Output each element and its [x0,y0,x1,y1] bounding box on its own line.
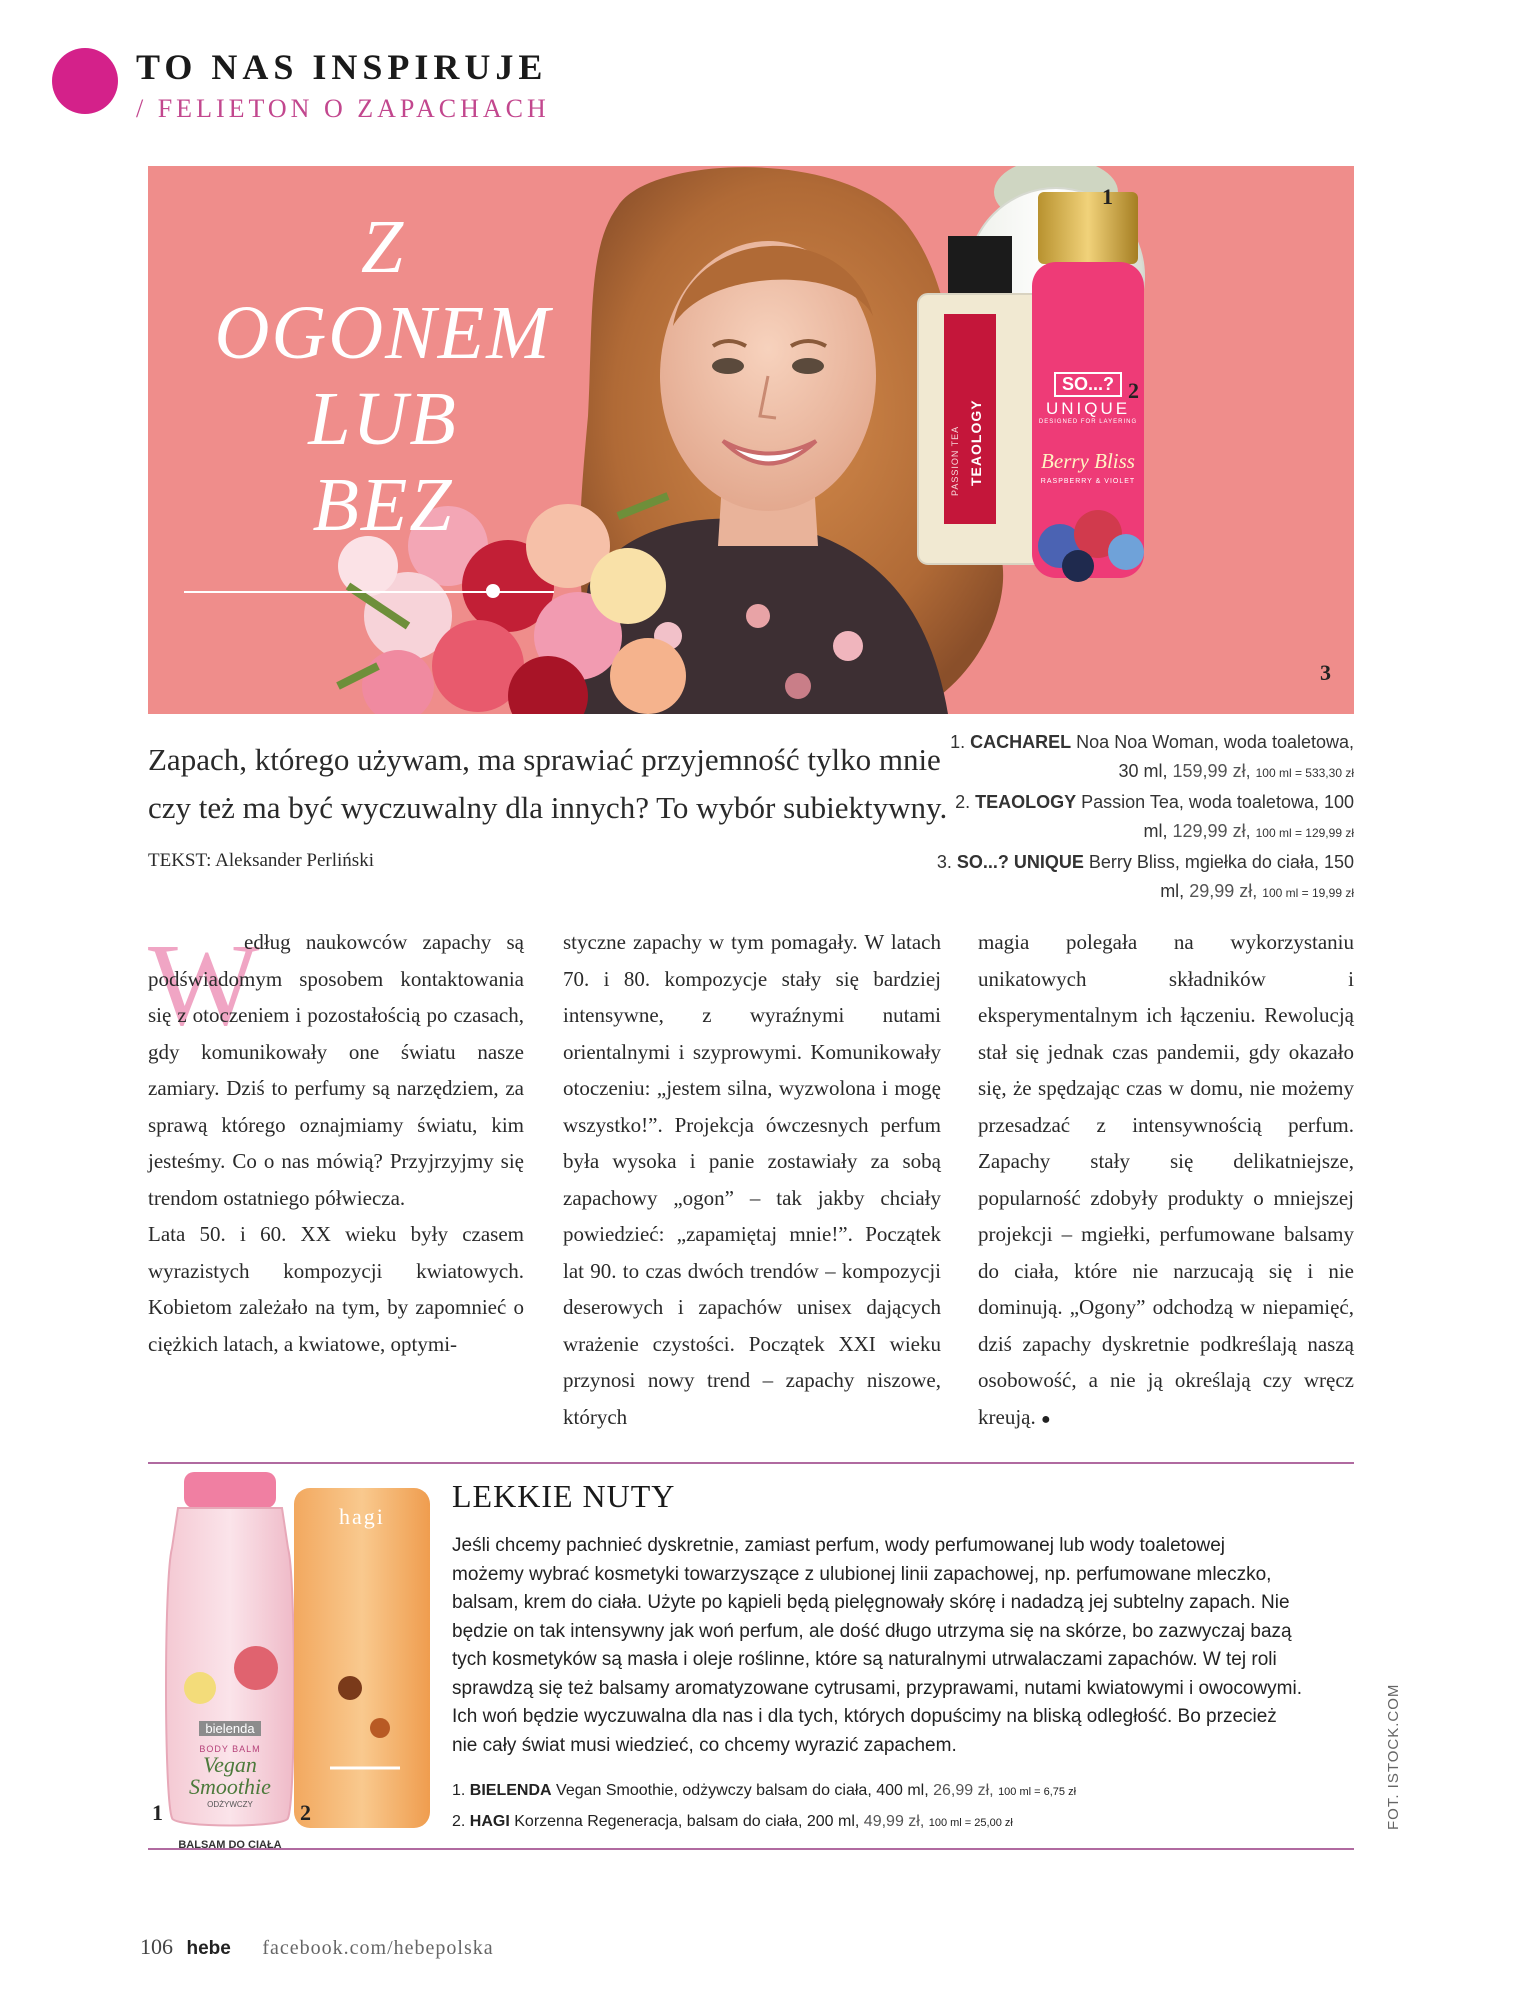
product-item [930,788,1354,848]
hero-title-line-2: OGONEM [214,291,552,375]
page-footer [140,1934,494,1960]
so-brand-text: SO...? [1054,372,1122,397]
hero-title-line-1: Z [360,205,406,289]
product-desc: Passion Tea, woda toaletowa, 100 ml, [1081,792,1354,841]
article-column-3 [978,924,1354,1438]
bielenda-type-text: BALSAM DO CIAŁA [178,1839,282,1851]
bielenda-name-text: Vegan Smoothie [189,1752,271,1799]
teaology-sub-text: PASSION TEA [950,425,960,496]
product-price: 29,99 zł, [1189,881,1258,901]
bielenda-brand-text: bielenda [199,1721,260,1736]
byline: TEKST: Aleksander Perliński [148,850,374,871]
so-tagline-text: DESIGNED FOR LAYERING [1038,419,1138,425]
product-number: 1. [950,732,966,752]
so-flavor-text: RASPBERRY & VIOLET [1040,478,1136,485]
product-item [930,728,1354,788]
article-dropcap: W [148,919,260,1050]
product-unit-price: 100 ml = 25,00 zł [928,1817,1013,1829]
lead-paragraph [148,736,958,885]
bielenda-line-text: BODY BALM [199,1744,261,1754]
product-brand: SO...? UNIQUE [956,852,1084,872]
product-number: 1. [452,1782,466,1799]
product-brand: HAGI [469,1813,510,1830]
bielenda-label [160,1720,300,1851]
article-paragraph [978,924,1354,1438]
product-desc: Noa Noa Woman, woda toaletowa, 30 ml, [1076,732,1354,781]
section-subtitle: / FELIETON O ZAPACHACH [136,94,550,123]
product-price: 159,99 zł, [1172,761,1251,781]
article-paragraph-text: magia polegała na wykorzystaniu unikatowych składników i eksperymentalnym ich łączeniu. Rewolucją stał się jednak czas pandemii, gdy okazało się, że spędzając czas w domu, nie możemy przesadzać z intensywnością perfum. Zapachy stały się delikatniejsze, popularność zdobyły produkty o mniejszej projekcji – mgiełki, perfumowane balsamy do ciała, które nie narzucają się i nie dominują. „Ogony” odchodzą w niepamięć, dziś zapachy dyskretnie podkreślają naszą osobowość, a nie ją określają czy wręcz kreują. [978,930,1354,1429]
article-column-2 [563,924,941,1435]
sidebar-product-item [452,1776,1076,1807]
hero-product-number-2: 2 [1128,378,1139,403]
product-desc: Korzenna Regeneracja, balsam do ciała, 200 ml, [514,1813,860,1830]
hero-product-number-1: 1 [1102,184,1113,209]
bielenda-sub-text: ODŻYWCZY [207,1800,253,1809]
hero-title-line-3: LUB [308,377,458,461]
balm-product-number-1: 1 [152,1800,163,1825]
product-price: 49,99 zł, [863,1813,925,1830]
product-item [930,848,1354,908]
footer-brand-logo: hebe [186,1938,231,1959]
article-column-1 [148,919,524,1362]
article-paragraph: Lata 50. i 60. XX wieku były czasem wyrazistych kompozycji kwiatowych. Kobietom zależało na tym, by zapomnieć o ciężkich latach, a kwiatowe, optymi- [148,1222,524,1356]
hero-title [148,204,618,548]
page-number: 106 [140,1934,173,1959]
product-number: 3. [936,852,952,872]
article-paragraph: styczne zapachy w tym pomagały. W latach 70. i 80. kompozycje stały się bardziej intensywne, z wyraźnymi nutami orientalnymi i szyprowymi. Komunikowały otoczeniu: „jestem silna, wyzwolona i mogę wszystko!”. Projekcja ówczesnych perfum była wysoka i panie zostawiały za sobą zapachowy „ogon” – tak jakby chciały powiedzieć: „zapamiętaj mnie!”. Początek lat 90. to czas dwóch trendów – kompozycji deserowych i zapachów unisex dających wrażenie czystości. Początek XXI wieku przynosi nowy trend – zapachy niszowe, których [563,930,941,1429]
lead-text: Zapach, którego używam, ma sprawiać przyjemność tylko mnie czy też ma być wyczuwalny dla innych? To wybór subiektywny. [148,742,948,825]
product-unit-price: 100 ml = 6,75 zł [998,1786,1077,1798]
product-unit-price: 100 ml = 129,99 zł [1255,826,1354,840]
sidebar-product-list [452,1776,1076,1838]
product-price: 26,99 zł, [933,1782,994,1799]
product-brand: CACHAREL [970,732,1072,752]
product-desc: Berry Bliss, mgiełka do ciała, 150 ml, [1088,852,1354,901]
section-rule-top [148,1462,1354,1464]
product-unit-price: 100 ml = 19,99 zł [1262,886,1354,900]
product-number: 2. [955,792,971,812]
photo-credit: FOT. ISTOCK.COM [1385,1683,1402,1830]
product-unit-price: 100 ml = 533,30 zł [1255,766,1354,780]
teaology-label [944,336,996,516]
hero-title-line-4: BEZ [312,463,454,547]
product-list [930,728,1354,908]
so-name-text: Berry Bliss [1041,449,1135,473]
hero-divider-knob-icon [486,584,500,598]
section-rule-bottom [148,1848,1354,1850]
product-number: 2. [452,1813,466,1830]
so-line-text: UNIQUE [1045,399,1131,418]
section-dot-icon [52,48,118,114]
balm-product-number-2: 2 [300,1800,311,1825]
product-desc: Vegan Smoothie, odżywczy balsam do ciała, 400 ml, [556,1782,929,1799]
article-paragraph: edług naukowców zapachy są podświadomym sposobem kontaktowania się z otoczeniem i pozostałością po czasach, gdy komunikowały one światu nasze zamiary. Dziś to perfumy są narzędziem, za sprawą którego oznajmiamy światu, kim jesteśmy. Co o nas mówią? Przyjrzyjmy się trendom ostatniego półwiecza. [148,930,524,1210]
product-price: 129,99 zł, [1172,821,1251,841]
product-brand: BIELENDA [469,1782,552,1799]
sidebar-product-item [452,1807,1076,1838]
product-brand: TEAOLOGY [975,792,1077,812]
teaology-brand-text: TEAOLOGY [968,399,984,486]
sidebar-title: LEKKIE NUTY [452,1478,676,1514]
hero-product-number-3: 3 [1320,660,1331,685]
hero-banner [148,166,1354,714]
article-end-mark-icon: ● [1040,1410,1051,1428]
facebook-link[interactable]: facebook.com/hebepolska [262,1937,494,1959]
hagi-label: hagi [339,1504,385,1529]
section-title: TO NAS INSPIRUJE [136,47,548,87]
sidebar-text: Jeśli chcemy pachnieć dyskretnie, zamiast perfum, wody perfumowanej lub wody toaletowej możemy wybrać kosmetyki towarzyszące z ulubionej linii zapachowej, np. perfumowane mleczko, balsam, krem do ciała. Użyte po kąpieli będą pielęgnowały skórę i nadadzą jej subtelny zapach. Nie będzie on tak intensywny jak woń perfum, ale dość długo utrzyma się na skórze, bo zazwyczaj bazą tych kosmetyków są masła i oleje roślinne, które są naturalnymi utrwalaczami zapachów. W tej roli sprawdzą się też balsamy aromatyzowane cytrusami, przyprawami, nutami kwiatowymi i owocowymi. Ich woń będzie wyczuwalna dla nas i dla tych, których dopuścimy na bliską odległość. Bo przecież nie cały świat musi wiedzieć, co chcemy wyrazić zapachem. [452,1535,1302,1756]
